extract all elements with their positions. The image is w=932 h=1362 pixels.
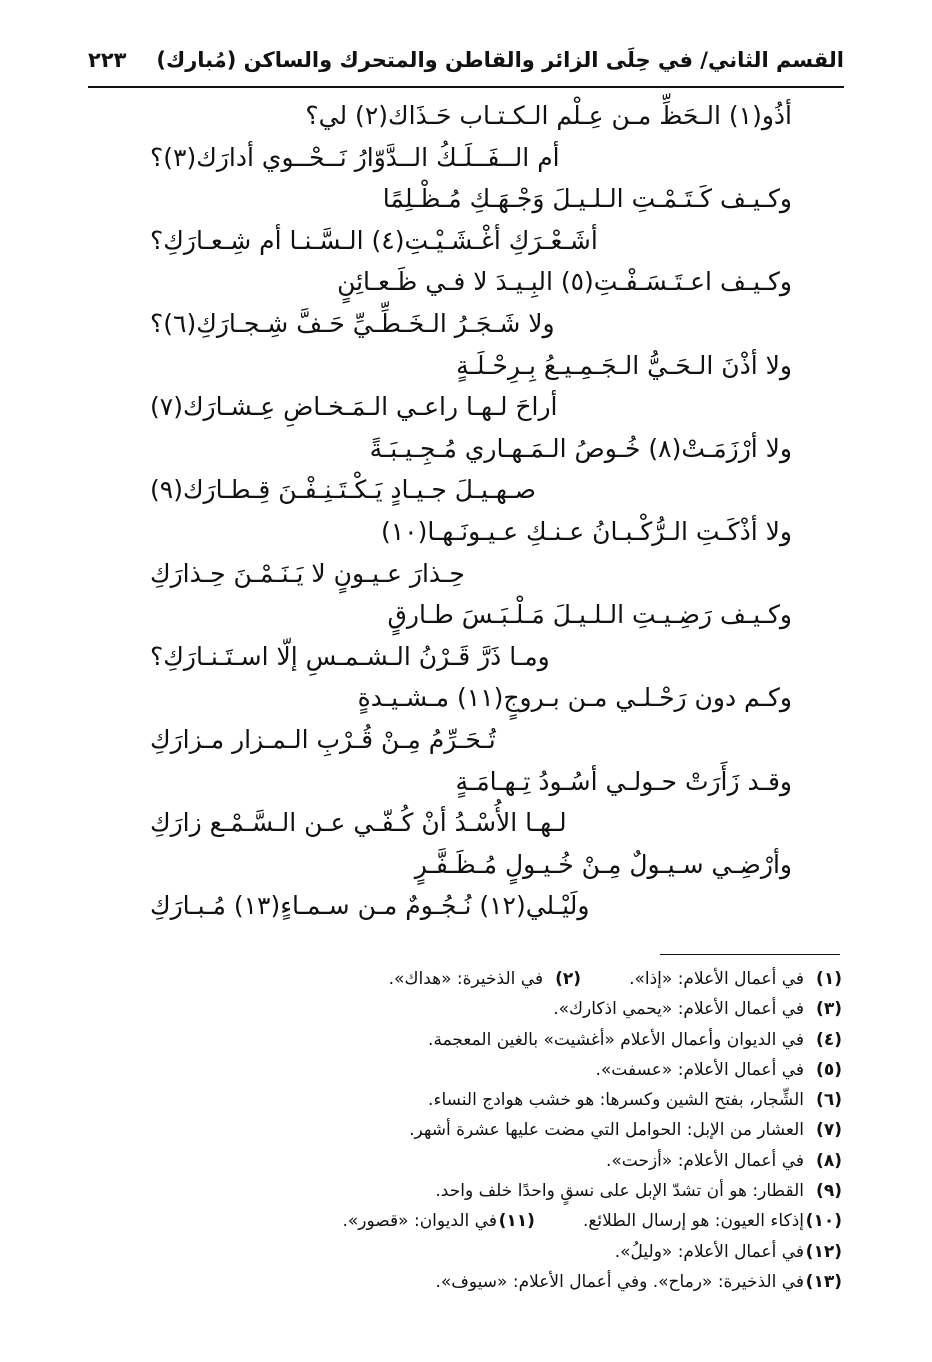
footnote: (٨)في أعمال الأعلام: «أزحت». — [605, 1150, 842, 1171]
footnote: (٢)في الذخيرة: «هداك». — [388, 969, 582, 989]
footnote-line — [82, 1085, 842, 1115]
footnote: (٩)القطار: هو أن تشدّ الإبل على نسقٍ واحدًا خلف واحد. — [435, 1181, 842, 1202]
footnote-line — [82, 1267, 842, 1297]
footnote-line — [82, 1055, 842, 1085]
running-header — [88, 40, 844, 80]
footnote-separator — [660, 954, 840, 955]
verse-line: أشَـعْـرَكِ أغْـشَـيْـتِ(٤) الـسَّـنـا أم شِـعـارَكِ؟ — [150, 225, 598, 255]
verse-line: ولَيْـلي(١٢) نُـجُـومٌ مـن سـمـاءٍ(١٣) مُـبـارَكِ — [150, 891, 590, 921]
footnote-line — [82, 1237, 842, 1267]
footnote: (٥)في أعمال الأعلام: «عسفت». — [595, 1059, 842, 1080]
footnote-line — [82, 1115, 842, 1145]
footnote: (٦)الشِّجار، بفتح الشين وكسرها: هو خشب هوادج النساء. — [428, 1090, 842, 1111]
verse-line: ولا شَـجَـرُ الـخَـطِّـيِّ حَـفَّ شِـجـارَكِ(٦)؟ — [150, 309, 555, 338]
verse-line: وكـيـف كَـتَـمْـتِ الـلـيـلَ وَجْـهَـكِ مُـظْـلِمًا — [382, 184, 792, 214]
verse-line: وقـد زَأَرَتْ حـولـي أسُـودُ تِـهـامَـةٍ — [455, 766, 792, 796]
verse-line: وكـيـف رَضِـيـتِ الـلـيـلَ مَـلْـبَـسَ طـارقٍ — [387, 600, 792, 630]
verse-line: ومـا ذَرَّ قَـرْنُ الـشـمـسِ إلّا اسـتَـنـارَكِ؟ — [150, 641, 550, 671]
verse-line: تُـحَـرِّمُ مِـنْ قُـرْبِ الـمـزار مـزارَكِ — [150, 725, 496, 754]
verse-line: وكـيـف اعـتَـسَـفْـتِ(٥) البِـيـدَ لا فـي ظَـعـائِنٍ — [337, 267, 792, 297]
header-title: القسم الثاني/ في حِلَى الزائر والقاطن والمتحرك والساكن (مُبارك) — [156, 48, 844, 72]
footnote: (١٠)إذكاء العيون: هو إرسال الطلائع. — [582, 1211, 842, 1232]
verse-line: ولا أذْنَ الـحَـيُّ الـجَـمِـيـعُ بِـرِحْـلَـةٍ — [456, 350, 792, 380]
verse-line: ولا أذْكَـتِ الـرُّكْـبـانُ عـنـكِ عـيـونَـهـا(١٠) — [380, 517, 792, 546]
footnote: (١)في أعمال الأعلام: «إذا». — [629, 969, 842, 989]
footnote-line — [82, 1146, 842, 1176]
footnote: (٤)في الديوان وأعمال الأعلام «أغشيت» بالغين المعجمة. — [428, 1029, 842, 1050]
footnote: (١٢)في أعمال الأعلام: «وليلُ». — [614, 1241, 842, 1262]
footnote-line — [82, 1025, 842, 1055]
footnote-line — [82, 964, 842, 994]
footnote-line — [82, 994, 842, 1024]
verse-line: أم الــفَــلَـكُ الــدَّوّارُ نَــحْــوي أدارَك(٣)؟ — [150, 142, 560, 172]
verse-line: وكـم دون رَحْـلـي مـن بـروجٍ(١١) مـشـيـدةٍ — [357, 683, 792, 713]
page-number: ٢٢٣ — [88, 48, 127, 72]
footnote: (٧)العشار من الإبل: الحوامل التي مضت عليها عشرة أشهر. — [409, 1120, 842, 1141]
header-rule — [88, 86, 844, 88]
footnote: (١١)في الديوان: «قصور». — [342, 1211, 535, 1232]
footnote: (١٣)في الذخيرة: «رماح». وفي أعمال الأعلام: «سيوف». — [435, 1271, 842, 1292]
verse-line: صـهـيـلَ جـيـادٍ يَـكْـتَـنِـفْـنَ قِـطـارَك(٩) — [150, 475, 536, 505]
footnote: (٣)في أعمال الأعلام: «يحمي اذكارك». — [553, 999, 842, 1020]
footnote-line — [82, 1176, 842, 1206]
poem — [150, 96, 792, 926]
footnote-line — [82, 1206, 842, 1236]
verse-line: أراحَ لـهـا راعـي الـمَـخـاضِ عِـشـارَك(٧) — [150, 392, 558, 422]
verse-line: وأرْضِـي سـيـولٌ مِـنْ خُـيـولٍ مُـظَـفَّـرٍ — [414, 849, 792, 879]
verse-line: حِـذارَ عـيـونٍ لا يَـنَـمْـنَ حِـذارَكِ — [150, 558, 465, 588]
footnotes — [82, 964, 842, 1297]
verse-line: ولا أرْزَمَـتْ(٨) خُـوصُ الـمَـهـاري مُـجِـيـبَـةً — [369, 433, 792, 463]
verse-line: أذُو(١) الـحَظِّ مـن عِـلْم الـكـتـاب حَـذَاك(٢) لي؟ — [305, 101, 792, 130]
verse-line: لـهـا الأُسْـدُ أنْ كُـفّـي عـن الـسَّـمْـع زارَكِ — [150, 808, 567, 838]
